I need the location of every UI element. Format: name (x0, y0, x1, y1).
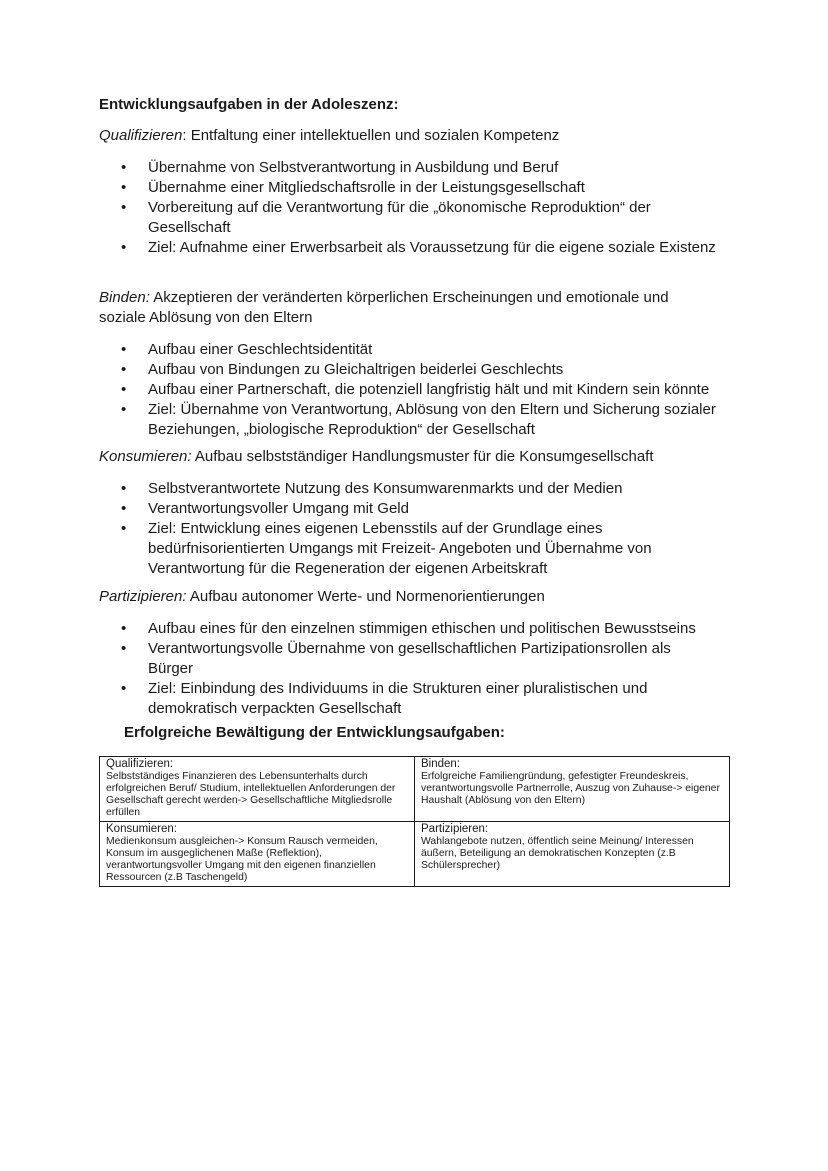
bullet-icon: • (121, 239, 127, 256)
section-description: Akzeptieren der veränderten körperlichen Erscheinungen und emotionale und soziale Ablösung von den Eltern (99, 289, 669, 326)
table-cell-qualifizieren (100, 757, 415, 822)
bullet-list (99, 340, 719, 440)
section-keyword: Partizipieren: (99, 588, 187, 605)
cell-heading: Konsumieren: (106, 823, 177, 835)
list-item-text: Ziel: Einbindung des Individuums in die Strukturen einer pluralistischen und demokratisch verpackten Gesellschaft (148, 680, 648, 717)
section-description: Aufbau selbstständiger Handlungsmuster für die Konsumgesellschaft (191, 448, 654, 465)
bullet-icon: • (121, 620, 127, 637)
list-item (99, 479, 719, 499)
list-item (99, 360, 719, 380)
list-item-text: Aufbau eines für den einzelnen stimmigen ethischen und politischen Bewusstseins (148, 620, 696, 637)
list-item-text: Verantwortungsvolle Übernahme von gesellschaftlichen Partizipationsrollen als Bürger (148, 640, 671, 677)
list-item (99, 619, 719, 639)
bullet-list (99, 479, 719, 579)
section-konsumieren (99, 447, 719, 579)
section-keyword: Konsumieren: (99, 448, 192, 465)
section-qualifizieren (99, 126, 719, 258)
list-item-text: Ziel: Aufnahme einer Erwerbsarbeit als Voraussetzung für die eigene soziale Existenz (148, 239, 716, 256)
section-binden (99, 288, 719, 440)
section-keyword: Binden: (99, 289, 150, 306)
section-partizipieren (99, 587, 719, 719)
list-item (99, 340, 719, 360)
list-item-text: Selbstverantwortete Nutzung des Konsumwarenmarkts und der Medien (148, 480, 623, 497)
cell-text: Erfolgreiche Familiengründung, gefestigter Freundeskreis, verantwortungsvolle Partnerrolle, Auszug von Zuhause-> eigener Haushalt (Ablösung von den Eltern) (421, 771, 720, 806)
list-item-text: Aufbau einer Partnerschaft, die potenziell langfristig hält und mit Kindern sein könnte (148, 381, 710, 398)
list-item (99, 519, 719, 579)
list-item (99, 198, 719, 238)
table-cell-konsumieren (100, 822, 415, 887)
document-title: Entwicklungsaufgaben in der Adoleszenz: (99, 96, 399, 113)
list-item (99, 178, 719, 198)
bullet-icon: • (121, 680, 127, 697)
bullet-icon: • (121, 500, 127, 517)
section-description: Entfaltung einer intellektuellen und sozialen Kompetenz (186, 127, 560, 144)
section-description: Aufbau autonomer Werte- und Normenorientierungen (186, 588, 545, 605)
cell-text: Selbstständiges Finanzieren des Lebensunterhalts durch erfolgreichen Beruf/ Studium, intellektuellen Anforderungen der Gesellschaft gerecht werden-> Gesellschaftliche Mitgliedsrolle erfüllen (106, 771, 396, 818)
section-heading (99, 288, 719, 328)
list-item-text: Aufbau einer Geschlechtsidentität (148, 341, 373, 358)
list-item (99, 679, 719, 719)
section-separator: : (182, 127, 187, 144)
section-heading (99, 126, 719, 146)
bullet-icon: • (121, 640, 127, 657)
list-item (99, 639, 719, 679)
bullet-icon: • (121, 381, 127, 398)
list-item-text: Übernahme einer Mitgliedschaftsrolle in der Leistungsgesellschaft (148, 179, 585, 196)
bullet-icon: • (121, 159, 127, 176)
bullet-list (99, 619, 719, 719)
cell-text: Wahlangebote nutzen, öffentlich seine Meinung/ Interessen äußern, Beteiligung an demokratischen Konzepten (z.B Schülersprecher) (421, 836, 694, 871)
list-item-text: Aufbau von Bindungen zu Gleichaltrigen beiderlei Geschlechts (148, 361, 564, 378)
bullet-icon: • (121, 199, 127, 216)
results-table (99, 756, 730, 887)
list-item (99, 380, 719, 400)
bullet-icon: • (121, 480, 127, 497)
bullet-list (99, 158, 719, 258)
cell-text: Medienkonsum ausgleichen-> Konsum Rausch vermeiden, Konsum im ausgeglichenen Maße (Reflektion), verantwortungsvoller Umgang mit den eigenen finanziellen Ressourcen (z.B Taschengeld) (106, 836, 378, 883)
section-heading (99, 587, 719, 607)
section-keyword: Qualifizieren (99, 127, 183, 144)
bullet-icon: • (121, 401, 127, 418)
list-item-text: Vorbereitung auf die Verantwortung für die „ökonomische Reproduktion“ der Gesellschaft (148, 199, 651, 236)
bullet-icon: • (121, 520, 127, 537)
cell-heading: Qualifizieren: (106, 758, 174, 770)
list-item-text: Ziel: Übernahme von Verantwortung, Ablösung von den Eltern und Sicherung sozialer Beziehungen, „biologische Reproduktion“ der Gesellschaft (148, 401, 716, 438)
bullet-icon: • (121, 361, 127, 378)
list-item-text: Ziel: Entwicklung eines eigenen Lebensstils auf der Grundlage eines bedürfnisorientierten Umgangs mit Freizeit- Angeboten und Übernahme von Verantwortung für die Regeneration der eigenen Arbeitskraft (148, 520, 652, 577)
bullet-icon: • (121, 179, 127, 196)
section-heading (99, 447, 719, 467)
list-item (99, 499, 719, 519)
list-item (99, 158, 719, 178)
table-row (100, 822, 730, 887)
list-item (99, 238, 719, 258)
list-item (99, 400, 719, 440)
cell-heading: Partizipieren: (421, 823, 489, 835)
table-cell-binden (415, 757, 730, 822)
table-cell-partizipieren (415, 822, 730, 887)
table-row (100, 757, 730, 822)
list-item-text: Übernahme von Selbstverantwortung in Ausbildung und Beruf (148, 159, 559, 176)
cell-heading: Binden: (421, 758, 461, 770)
results-title: Erfolgreiche Bewältigung der Entwicklungsaufgaben: (124, 724, 505, 741)
bullet-icon: • (121, 341, 127, 358)
list-item-text: Verantwortungsvoller Umgang mit Geld (148, 500, 409, 517)
